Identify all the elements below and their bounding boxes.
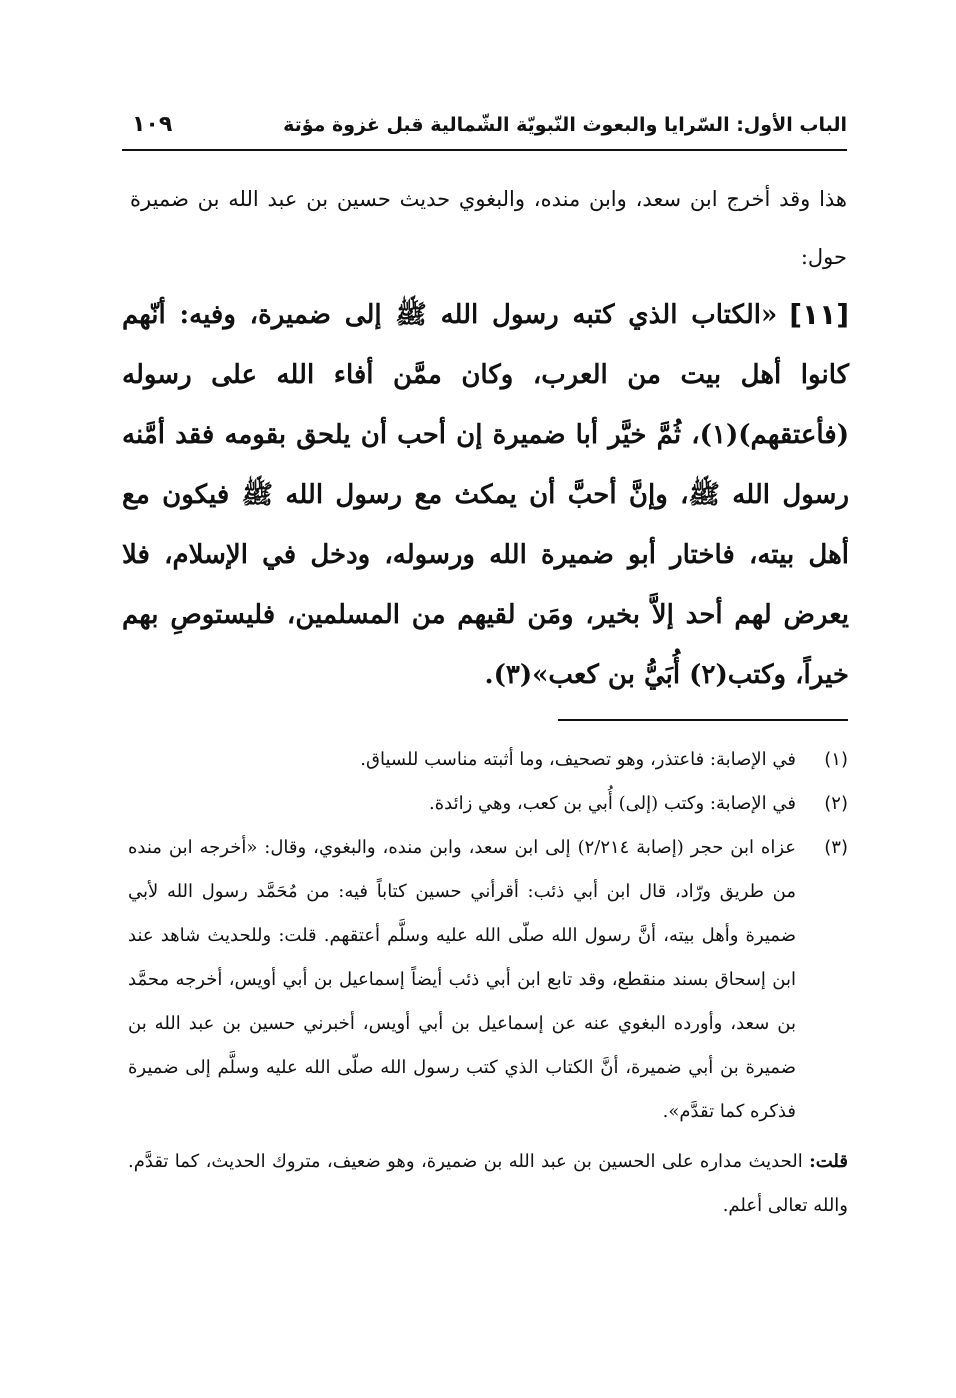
page-number: ١٠٩: [132, 112, 173, 137]
note-text: الحديث مداره على الحسين بن عبد الله بن ضميرة، وهو ضعيف، متروك الحديث، كما تقدَّم. والله تعالى أعلم.: [128, 1151, 848, 1216]
footnotes-section: [128, 738, 848, 1228]
footnote-number: (٢): [824, 793, 848, 814]
hadith-text: «الكتاب الذي كتبه رسول الله ﷺ إلى ضميرة، وفيه: أنّهم كانوا أهل بيت من العرب، وكان ممَّن أفاء الله على رسوله (فأعتقهم)(١)، ثُمَّ خيَّر أبا ضميرة إن أحب أن يلحق بقومه فقد أمَّنه رسول الله ﷺ، وإنَّ أحبَّ أن يمكث مع رسول الله ﷺ فيكون مع أهل بيته، فاختار أبو ضميرة الله ورسوله، ودخل في الإسلام، فلا يعرض لهم أحد إلاَّ بخير، ومَن لقيهم من المسلمين، فليستوصِ بهم خيراً، وكتب(٢) أُبَيُّ بن كعب»(٣).: [122, 300, 849, 690]
footnote-number: (١): [824, 749, 848, 770]
hadith-number: [١١]: [789, 298, 849, 331]
footnote-text: عزاه ابن حجر (إصابة ٢/٢١٤) إلى ابن سعد، وابن منده، والبغوي، وقال: «أخرجه ابن منده من طريق ورّاد، قال ابن أبي ذئب: أقرأني حسين كتاباً فيه: من مُحَمَّد رسول الله لأبي ضميرة وأهل بيته، أنَّ رسول الله صلّى الله عليه وسلَّم أعتقهم. قلت: وللحديث شاهد عند ابن إسحاق بسند منقطع، وقد تابع ابن أبي ذئب أيضاً إسماعيل بن أبي أويس، أخرجه محمَّد بن سعد، وأورده البغوي عنه عن إسماعيل بن أبي أويس، أخبرني حسين بن عبد الله بن ضميرة بن أبي ضميرة، أنَّ الكتاب الذي كتب رسول الله صلّى الله عليه وسلَّم إلى ضميرة فذكره كما تقدَّم».: [128, 837, 796, 1122]
header-divider: [122, 149, 847, 151]
running-header: [122, 108, 847, 148]
footnote-text: في الإصابة: وكتب (إلى) أُبي بن كعب، وهي زائدة.: [429, 793, 796, 814]
footnote-divider: [558, 719, 848, 721]
footnote-number: (٣): [824, 837, 848, 858]
intro-paragraph: هذا وقد أخرج ابن سعد، وابن منده، والبغوي حديث حسين بن عبد الله بن ضميرة حول:: [130, 187, 847, 269]
footnote-item: [128, 738, 848, 782]
hadith-block: [122, 285, 849, 705]
author-note: [128, 1140, 848, 1228]
footnote-item: [128, 826, 848, 1134]
note-label: قلت:: [809, 1151, 848, 1172]
footnote-text: في الإصابة: فاعتذر، وهو تصحيف، وما أثبته مناسب للسياق.: [360, 749, 796, 770]
chapter-title: الباب الأول: السّرايا والبعوث النّبويّة الشّمالية قبل غزوة مؤتة: [283, 114, 847, 136]
footnote-item: [128, 782, 848, 826]
